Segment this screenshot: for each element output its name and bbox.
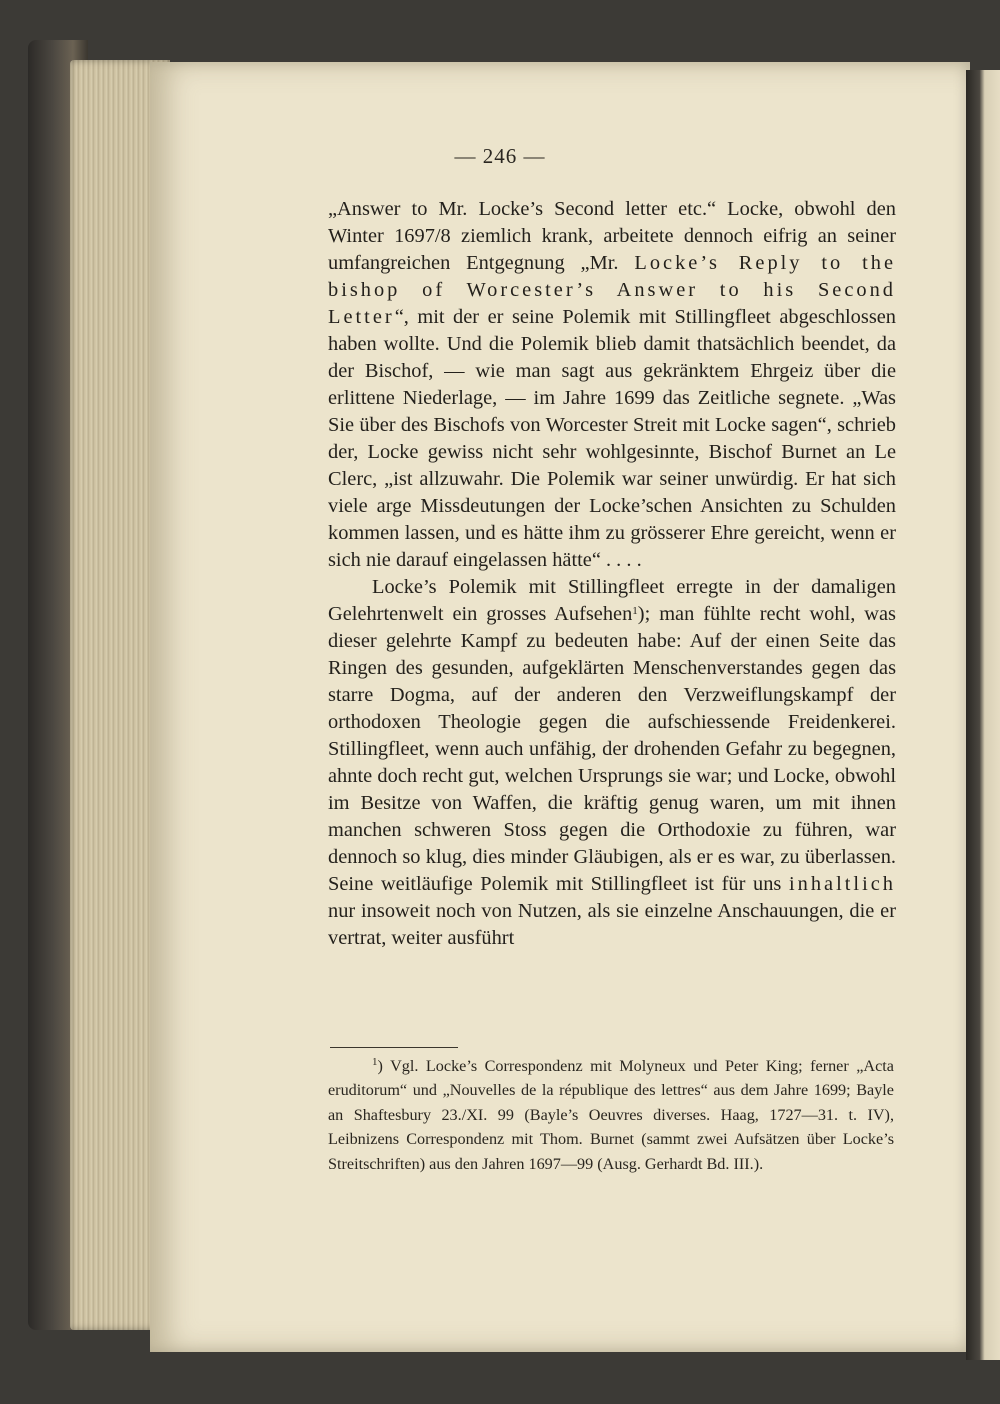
paragraph-1-rest: “, mit der er seine Polemik mit Stillingfleet abgeschlossen haben wollte. Und die Polemik blieb damit thatsächlich beendet, da der Bischof, — wie man sagt aus gekränktem Ehrgeiz über die erlittene Niederlage, — im Jahre 1699 das Zeitliche segnete. „Was Sie über des Bischofs von Worcester Streit mit Locke sagen“, schrieb der, Locke gewiss nicht sehr wohlgesinnte, Bischof Burnet an Le Clerc, „ist allzuwahr. Die Polemik war seiner unwürdig. Er hat sich viele arge Missdeutungen der Locke’schen Ansichten zu Schulden kommen lassen, und es hätte ihm zu grösserer Ehre gereicht, wenn er sich nie darauf eingelassen hätte“ . . . . [328, 306, 896, 571]
footnote-ref: 1 [632, 605, 638, 617]
paragraph-2-middle: ); man fühlte recht wohl, was dieser gelehrte Kampf zu bedeuten habe: Auf der einen Seite das Ringen des gesunden, aufgeklärten Menschenverstandes gegen das starre Dogma, auf der anderen den Verzweiflungskampf der orthodoxen Theologie gegen die aufschiessende Freidenkerei. Stillingfleet, wenn auch unfähig, der drohenden Gefahr zu begegnen, ahnte doch recht gut, welchen Ursprungs sie war; und Locke, obwohl im Besitze von Waffen, die kräftig genug waren, um mit ihnen manchen schweren Stoss gegen die Orthodoxie zu führen, war dennoch so klug, dies minder Gläubigen, als er es war, zu überlassen. Seine weitläufige Polemik mit Stillingfleet ist für uns [328, 603, 896, 895]
footnote-marker: 1 [372, 1056, 378, 1068]
footnote-rule [330, 1047, 458, 1048]
footnote-text: ) Vgl. Locke’s Correspondenz mit Molyneux und Peter King; ferner „Acta eruditorum“ und „Nouvelles de la république des lettres“ aus dem Jahre 1699; Bayle an Shaftesbury 23./XI. 99 (Bayle’s Oeuvres diverses. Haag, 1727—31. t. IV), Leibnizens Correspondenz mit Thom. Burnet (sammt zwei Aufsätzen über Locke’s Streitschriften) aus den Jahren 1697—99 (Ausg. Gerhardt Bd. III.). [328, 1057, 894, 1173]
paragraph-1 [328, 196, 896, 574]
next-page-edge [966, 70, 1000, 1360]
paragraph-2-end: nur insoweit noch von Nutzen, als sie einzelne Anschauungen, die er vertrat, weiter ausführt [328, 900, 896, 949]
body-text [328, 196, 896, 952]
paragraph-1-start: „Answer to Mr. Locke’s Second letter etc.“ Locke, obwohl den Winter 1697/8 ziemlich krank, arbeitete dennoch eifrig an seiner umfangreichen Entgegnung „Mr. [328, 198, 896, 274]
paragraph-2 [328, 574, 896, 952]
spaced-emphasis: inhaltlich [788, 873, 896, 895]
spaced-title: Locke’s Reply to the bishop of Worcester’s Answer to his Second Letter [328, 252, 896, 328]
footnote-paragraph [328, 1054, 894, 1176]
footnote [328, 1054, 894, 1176]
page-number: — 246 — [454, 144, 546, 168]
paragraph-2-start: Locke’s Polemik mit Stillingfleet erregte in der damaligen Gelehrtenwelt ein grosses Aufsehen [328, 576, 896, 625]
